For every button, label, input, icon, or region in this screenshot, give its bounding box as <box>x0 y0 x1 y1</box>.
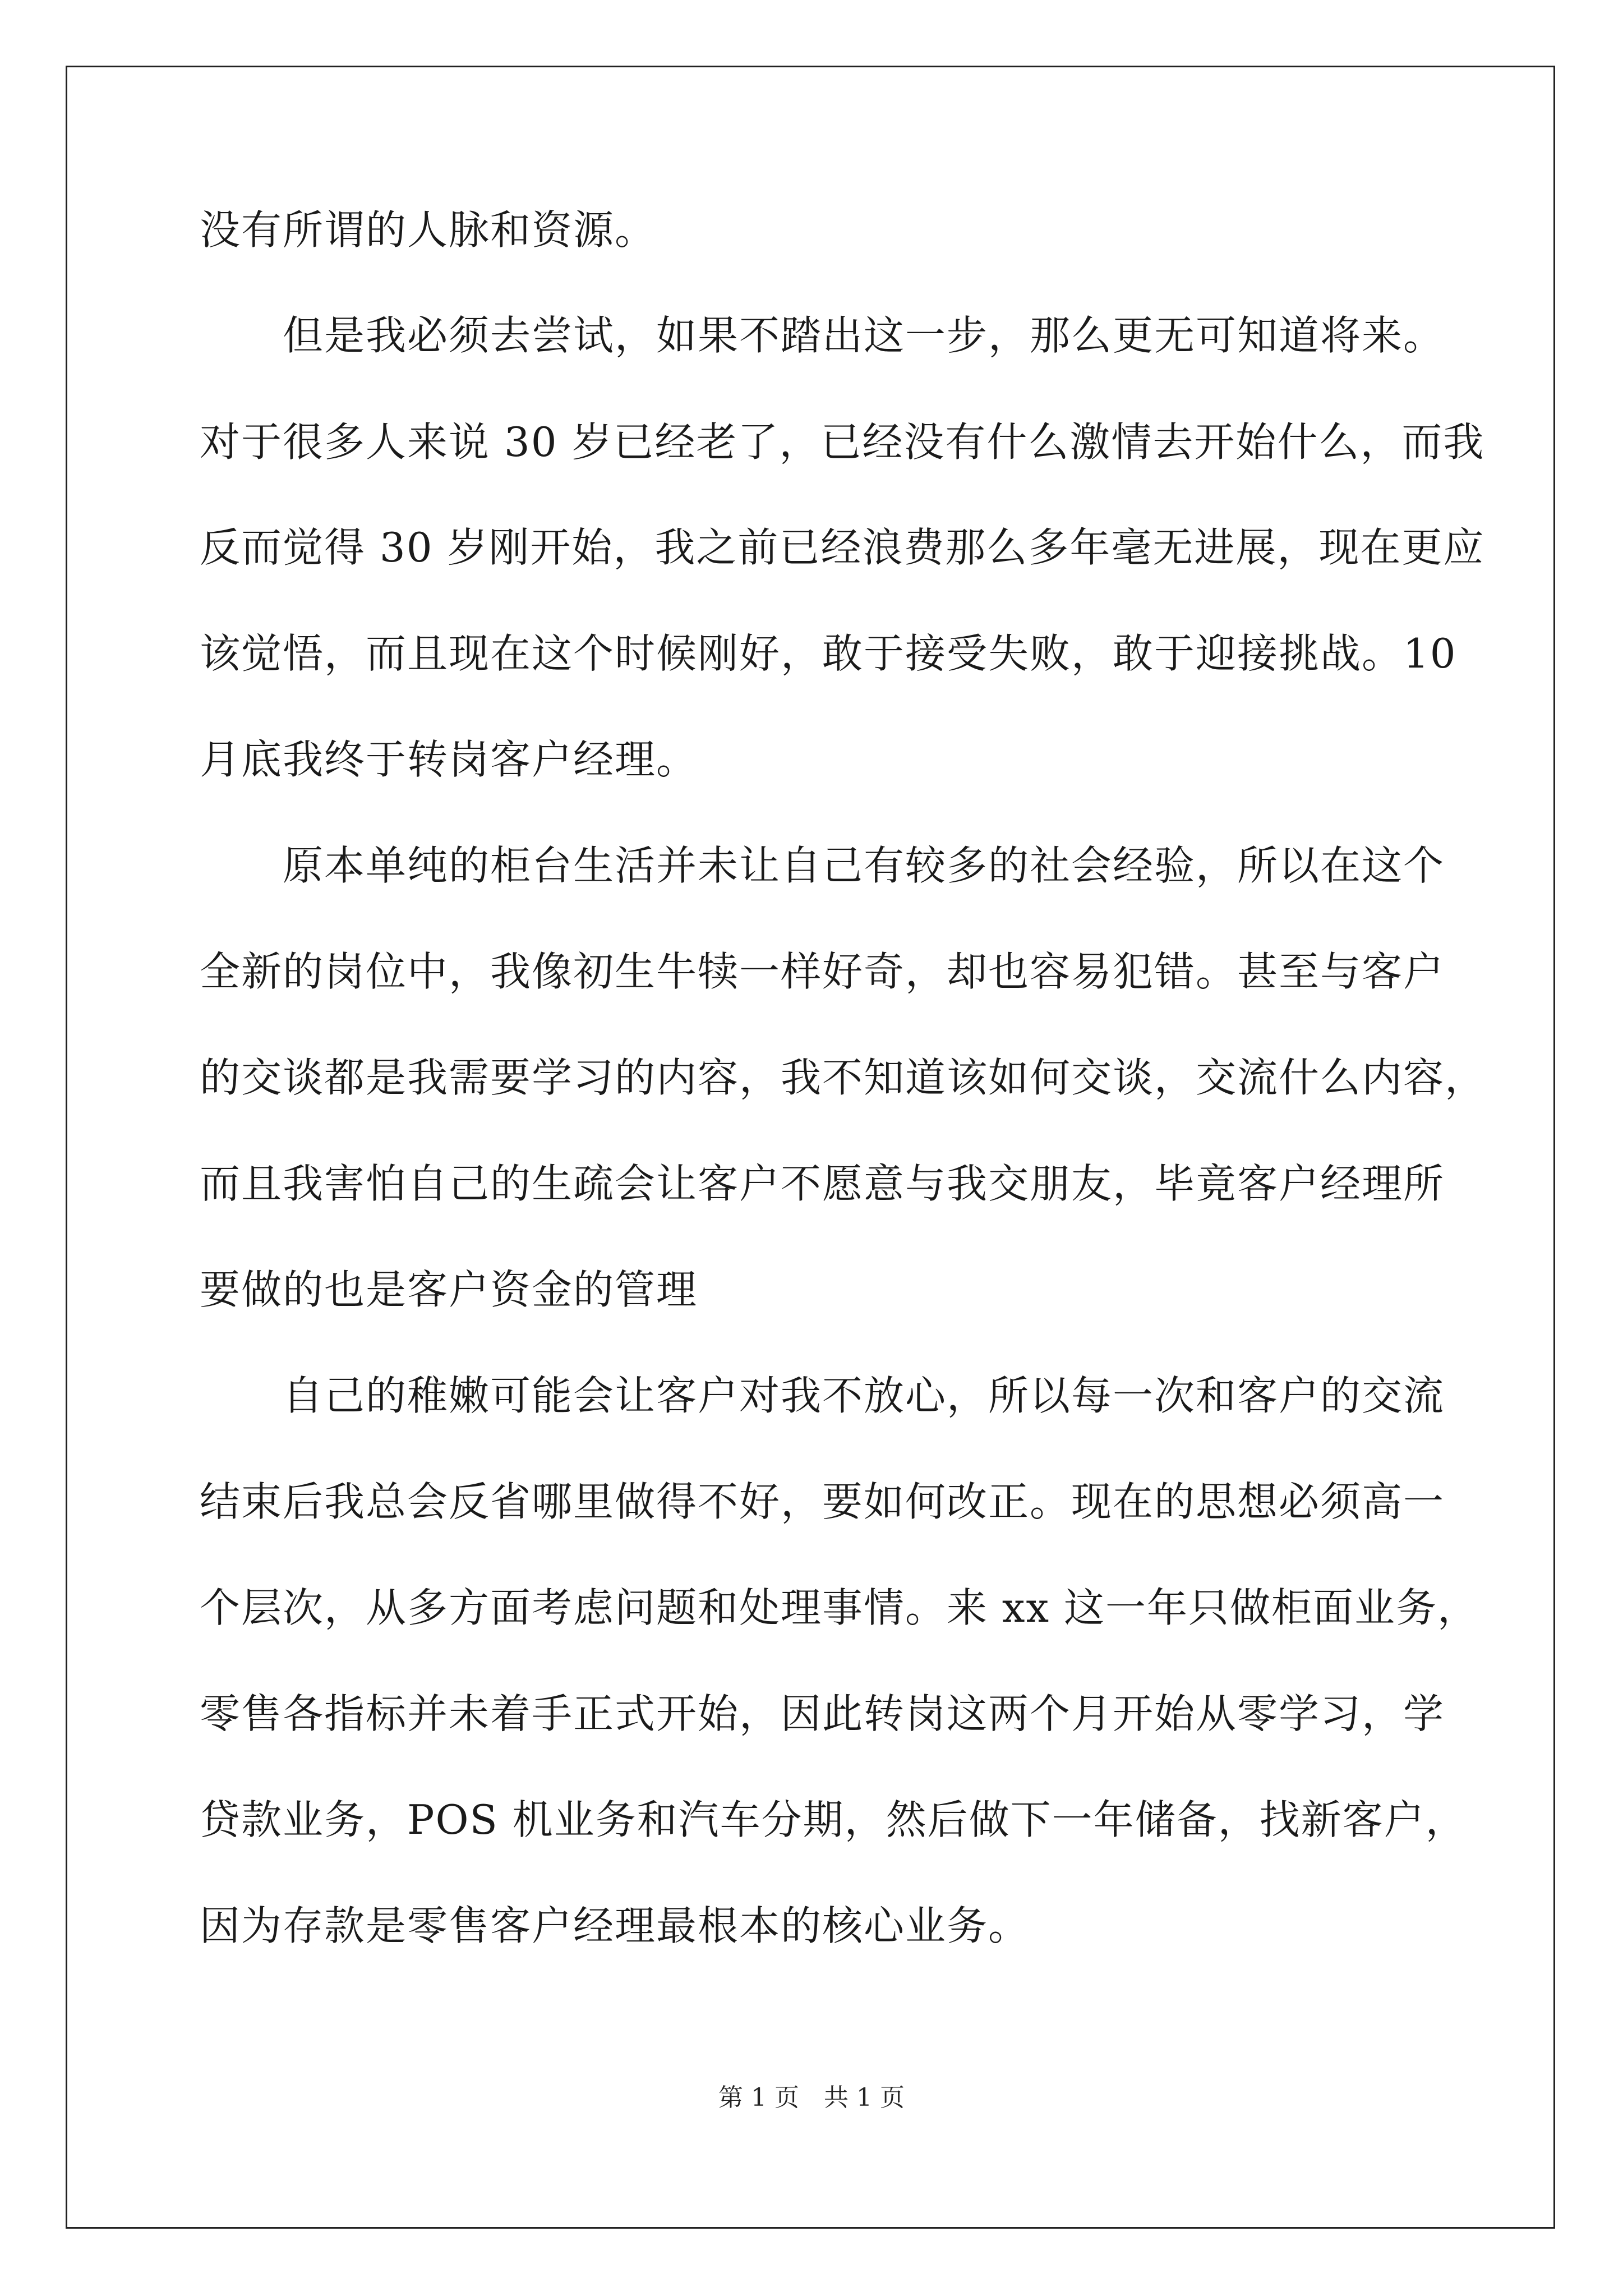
text-line: 月底我终于转岗客户经理。 <box>200 736 698 783</box>
page-number-footer: 第 1 页 共 1 页 <box>718 2083 905 2112</box>
text-line: 但是我必须去尝试，如果不踏出这一步，那么更无可知道将来。 <box>200 312 1445 359</box>
text-line: 因为存款是零售客户经理最根本的核心业务。 <box>200 1902 1030 1949</box>
text-line: 而且我害怕自己的生疏会让客户不愿意与我交朋友，毕竟客户经理所 <box>200 1160 1445 1207</box>
text-line: 个层次，从多方面考虑问题和处理事情。来 xx 这一年只做柜面业务， <box>200 1584 1479 1631</box>
text-line: 反而觉得 30 岁刚开始，我之前已经浪费那么多年毫无进展，现在更应 <box>200 524 1485 571</box>
text-line: 自己的稚嫩可能会让客户对我不放心，所以每一次和客户的交流 <box>200 1372 1445 1419</box>
text-line: 原本单纯的柜台生活并未让自己有较多的社会经验，所以在这个 <box>200 842 1445 889</box>
text-line: 结束后我总会反省哪里做得不好，要如何改正。现在的思想必须高一 <box>200 1478 1445 1525</box>
text-line: 该觉悟，而且现在这个时候刚好，敢于接受失败，敢于迎接挑战。10 <box>200 630 1457 677</box>
text-line: 没有所谓的人脉和资源。 <box>200 206 657 254</box>
text-line: 全新的岗位中，我像初生牛犊一样好奇，却也容易犯错。甚至与客户 <box>200 948 1445 995</box>
text-line: 对于很多人来说 30 岁已经老了，已经没有什么激情去开始什么，而我 <box>200 418 1485 466</box>
text-line: 贷款业务，POS 机业务和汽车分期，然后做下一年储备，找新客户， <box>200 1796 1467 1843</box>
text-line: 要做的也是客户资金的管理 <box>200 1266 698 1313</box>
text-line: 的交谈都是我需要学习的内容，我不知道该如何交谈，交流什么内容， <box>200 1054 1487 1101</box>
text-line: 零售各指标并未着手正式开始，因此转岗这两个月开始从零学习，学 <box>200 1690 1445 1737</box>
